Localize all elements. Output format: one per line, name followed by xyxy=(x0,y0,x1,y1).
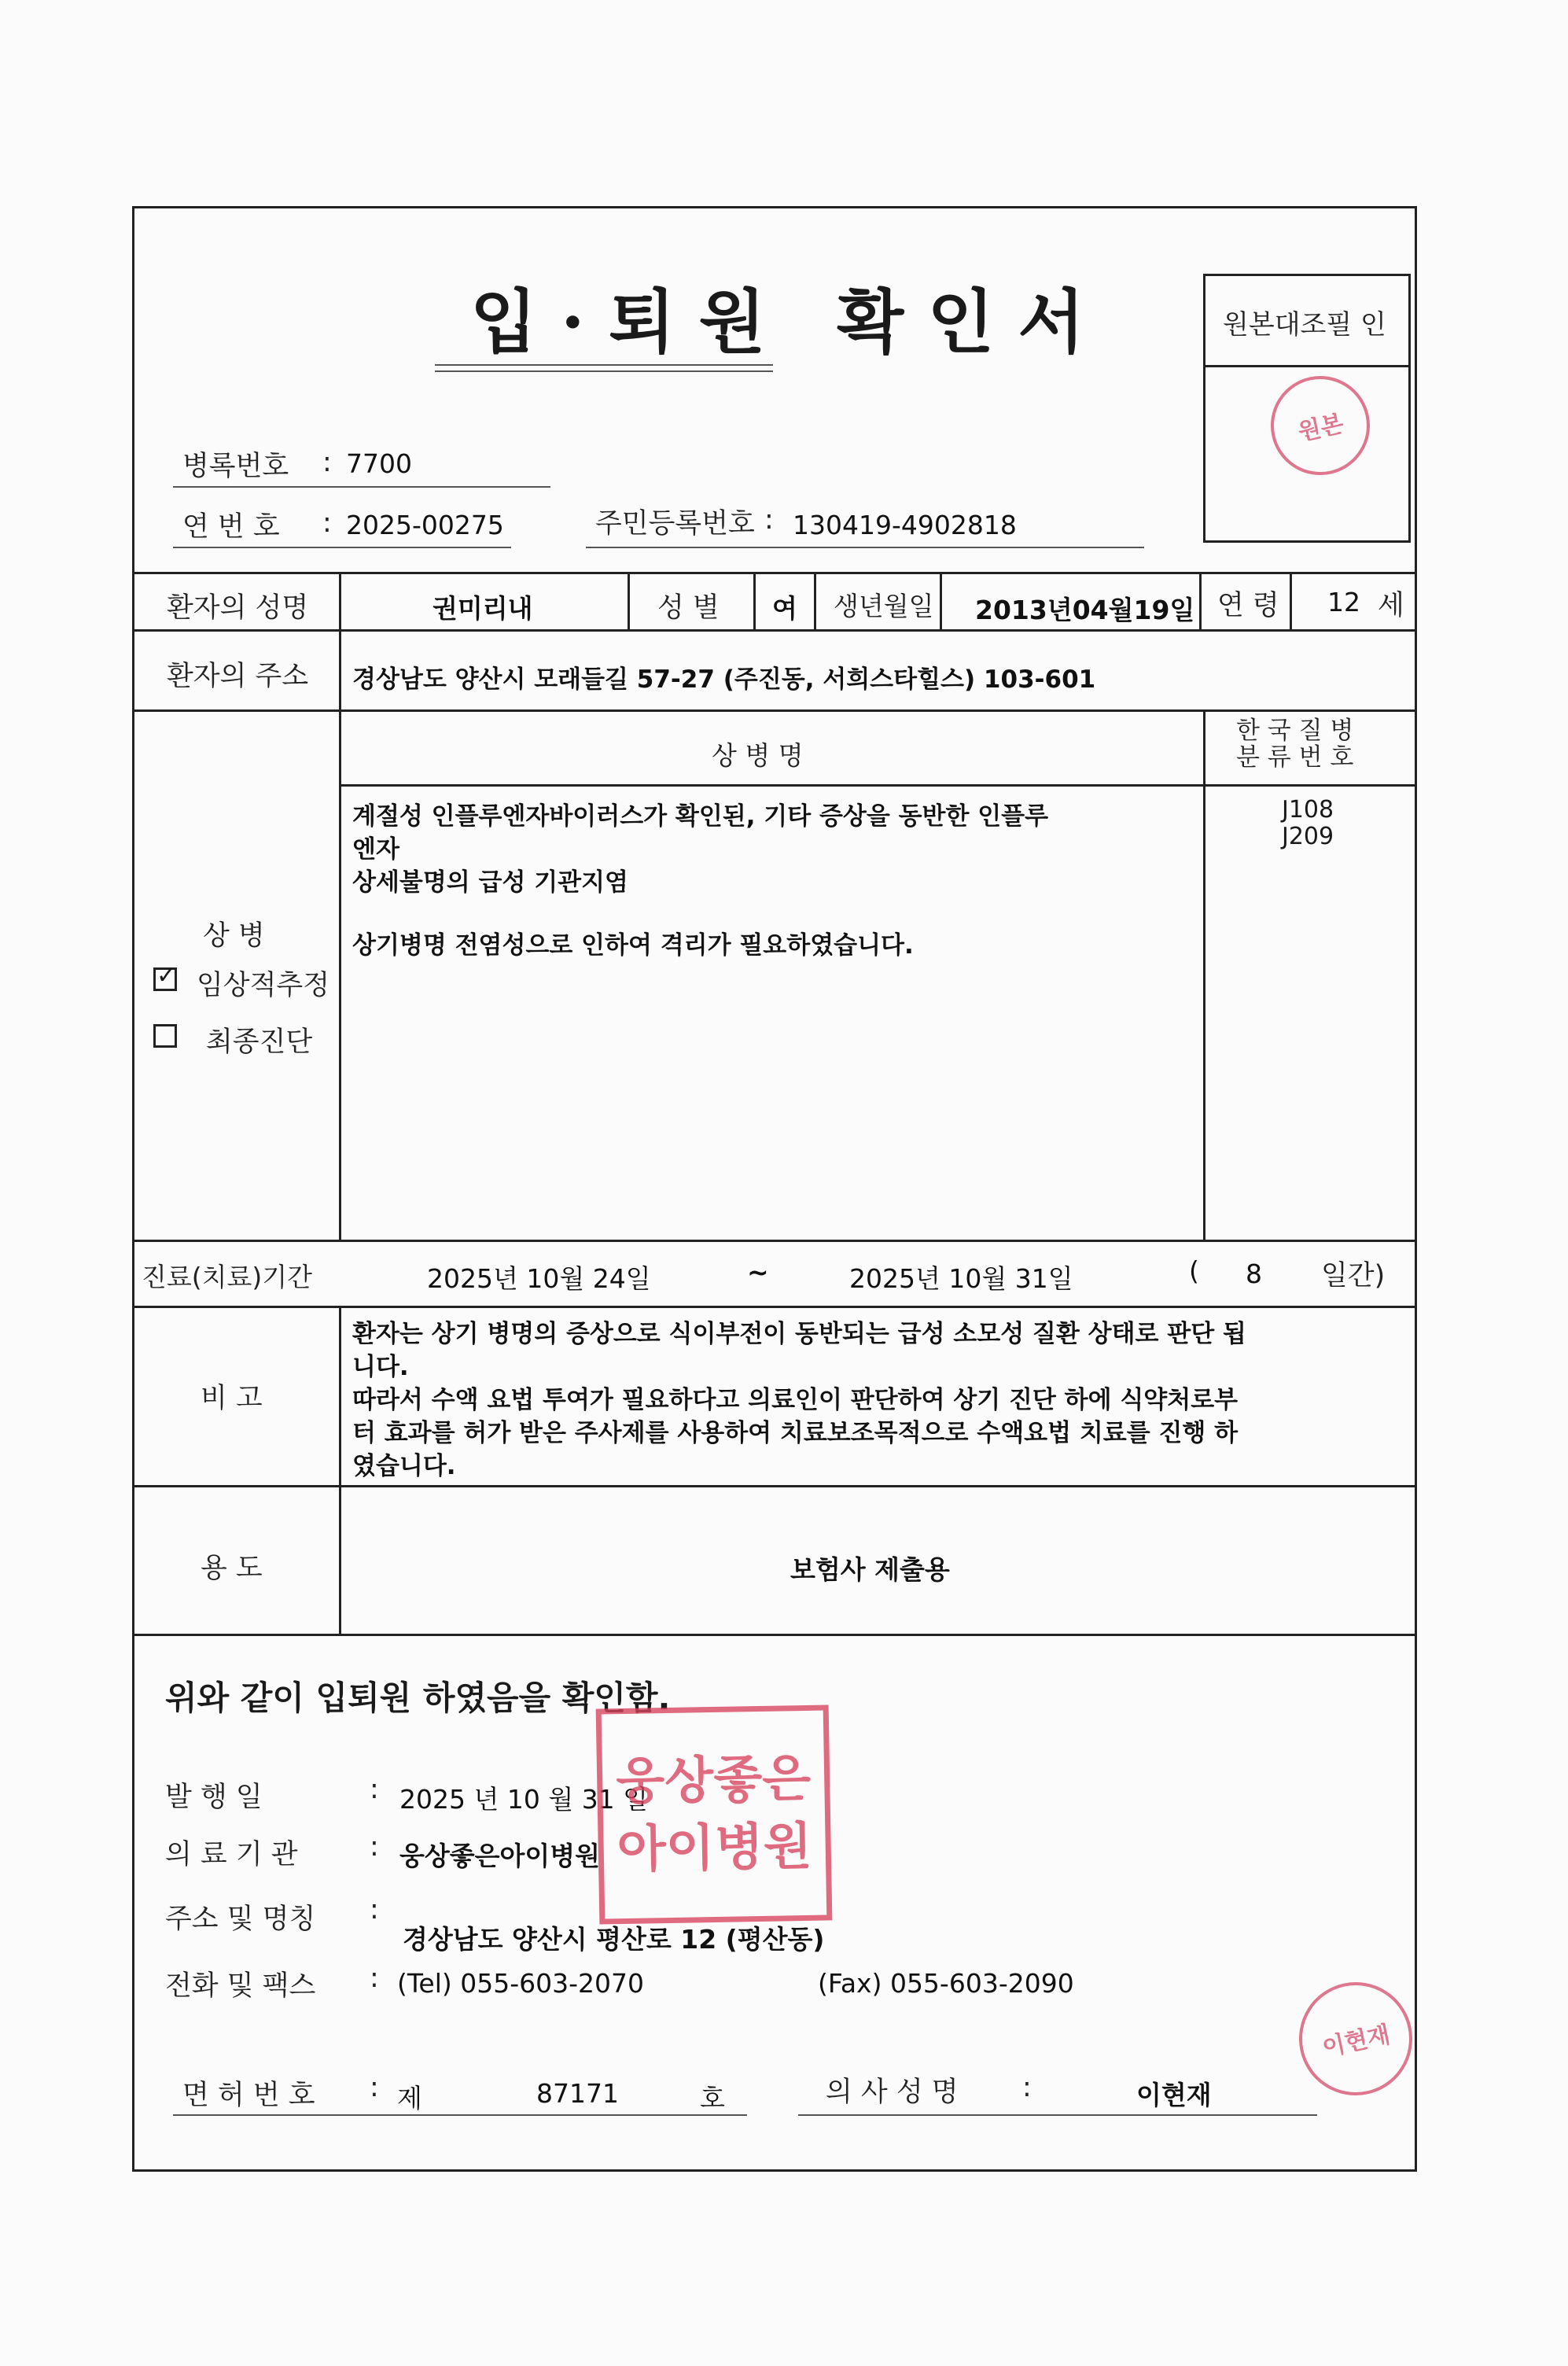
remarks-line: 터 효과를 허가 받은 주사제를 사용하여 치료보조목적으로 수액요법 치료를 진행 하 xyxy=(352,1419,1239,1447)
doctor-underline xyxy=(798,2114,1317,2116)
period-days-suffix: 일간) xyxy=(1321,1260,1386,1292)
patient-address-label: 환자의 주소 xyxy=(167,661,309,692)
dx-header-name: 상 병 명 xyxy=(712,740,804,771)
clinical-label: 임상적추정 xyxy=(197,970,330,1001)
phone-fax-label: 전화 및 팩스 xyxy=(165,1970,316,2002)
col-line-birth-label xyxy=(814,572,816,629)
chart-no-underline xyxy=(173,486,550,488)
row-line-dx-header xyxy=(340,784,1415,787)
title-underline xyxy=(435,370,773,372)
dx-header-code-line2: 분 류 번 호 xyxy=(1236,743,1354,772)
period-end: 2025년 10월 31일 xyxy=(849,1263,1073,1294)
row-line-period xyxy=(134,1240,1415,1242)
period-paren-open: ( xyxy=(1189,1255,1199,1286)
title-underline xyxy=(435,364,773,366)
remarks-line: 니다. xyxy=(352,1353,409,1381)
col-line-label-lower xyxy=(339,1306,341,1634)
serial-no-value: 2025-00275 xyxy=(346,510,504,540)
age-value: 12 xyxy=(1327,587,1360,617)
patient-name: 권미리내 xyxy=(432,593,533,624)
serial-no-label: 연 번 호 xyxy=(182,511,280,543)
institution-name: 웅상좋은아이병원 xyxy=(399,1841,601,1871)
birth-label: 생년월일 xyxy=(834,591,934,621)
remarks-line: 따라서 수액 요법 투여가 필요하다고 의료인이 판단하여 상기 진단 하에 식약처로부 xyxy=(352,1386,1239,1414)
chart-no-value: 7700 xyxy=(346,448,412,479)
license-colon: : xyxy=(370,2072,379,2103)
age-unit: 세 xyxy=(1378,590,1404,621)
license-underline xyxy=(173,2114,747,2116)
resident-no-label: 주민등록번호 xyxy=(595,508,755,540)
seal-char: 웅상 xyxy=(615,1751,714,1812)
doctor-name: 이현재 xyxy=(1136,2080,1212,2110)
final-checkbox[interactable] xyxy=(153,1024,177,1048)
doctor-label: 의 사 성 명 xyxy=(826,2077,959,2108)
kcd-code: J209 xyxy=(1282,823,1334,850)
period-start: 2025년 10월 24일 xyxy=(427,1263,651,1294)
col-line-age-label xyxy=(1199,572,1202,629)
dx-line-4: 상기병명 전염성으로 인하여 격리가 필요하였습니다. xyxy=(352,931,914,960)
row-line-name xyxy=(134,629,1415,632)
institution-colon: : xyxy=(370,1831,379,1863)
col-line-sex-label xyxy=(628,572,630,629)
kcd-code: J108 xyxy=(1282,796,1334,824)
dx-line-1: 계절성 인플루엔자바이러스가 확인된, 기타 증상을 동반한 인플루 xyxy=(352,802,1049,831)
chart-no-colon: : xyxy=(322,447,332,478)
seal-text: 원본 xyxy=(1295,410,1346,447)
serial-no-colon: : xyxy=(322,507,332,539)
usage-value: 보험사 제출용 xyxy=(790,1554,950,1585)
age-label: 연 령 xyxy=(1217,590,1279,621)
license-suffix: 호 xyxy=(700,2083,725,2114)
institution-label: 의 료 기 관 xyxy=(165,1839,298,1870)
license-number: 87171 xyxy=(536,2078,619,2109)
table-top-line xyxy=(134,572,1415,574)
resident-no-value: 130419-4902818 xyxy=(793,510,1017,540)
col-line-sex-value xyxy=(753,572,756,629)
col-line-label xyxy=(339,572,341,1240)
col-line-birth-value xyxy=(940,572,942,629)
dx-section-label: 상 병 xyxy=(203,920,265,952)
license-prefix: 제 xyxy=(397,2083,422,2114)
original-check-divider xyxy=(1203,365,1411,367)
seal-text: 이현재 xyxy=(1320,2021,1393,2062)
doctor-colon: : xyxy=(1022,2072,1032,2103)
hospital-seal xyxy=(596,1704,833,1924)
hospital-address: 경상남도 양산시 평산로 12 (평산동) xyxy=(403,1924,825,1955)
period-days: 8 xyxy=(1246,1259,1262,1289)
patient-address: 경상남도 양산시 모래들길 57-27 (주진동, 서희스타힐스) 103-601 xyxy=(352,665,1096,694)
clinical-checkbox[interactable] xyxy=(153,962,177,991)
seal-char: 아이 xyxy=(617,1819,716,1880)
hospital-address-colon: : xyxy=(370,1894,379,1926)
col-line-age-value xyxy=(1290,572,1292,629)
col-line-kcd xyxy=(1203,709,1205,1240)
row-line-usage xyxy=(134,1485,1415,1487)
row-line-confirm xyxy=(134,1634,1415,1636)
row-line-remarks xyxy=(134,1306,1415,1308)
remarks-label: 비 고 xyxy=(201,1383,263,1414)
seal-char: 병원 xyxy=(714,1816,813,1878)
period-label: 진료(치료)기간 xyxy=(142,1262,313,1292)
final-label: 최종진단 xyxy=(206,1026,313,1058)
issue-date: 2025 년 10 월 31 일 xyxy=(399,1784,649,1815)
birth-value: 2013년04월19일 xyxy=(975,595,1195,625)
issue-date-label: 발 행 일 xyxy=(165,1782,263,1813)
period-tilde: ~ xyxy=(747,1257,769,1288)
serial-no-underline xyxy=(173,547,511,548)
remarks-line: 환자는 상기 병명의 증상으로 식이부전이 동반되는 급성 소모성 질환 상태로 판단 됩 xyxy=(352,1320,1246,1348)
sex-value: 여 xyxy=(772,593,797,624)
seal-char: 좋은 xyxy=(712,1749,812,1810)
check-mark: ✓ xyxy=(156,962,177,990)
dx-line-3: 상세불명의 급성 기관지염 xyxy=(352,868,628,897)
remarks-line: 였습니다. xyxy=(352,1452,456,1480)
tel-number: (Tel) 055-603-2070 xyxy=(397,1968,645,1999)
dx-header-code-line1: 한 국 질 병 xyxy=(1236,717,1354,745)
chart-no-label: 병록번호 xyxy=(182,451,289,482)
usage-label: 용 도 xyxy=(201,1553,263,1584)
issue-date-colon: : xyxy=(370,1774,379,1805)
patient-name-label: 환자의 성명 xyxy=(167,592,309,624)
hospital-address-label: 주소 및 명칭 xyxy=(165,1903,316,1935)
phone-fax-colon: : xyxy=(370,1962,379,1994)
row-line-address xyxy=(134,709,1415,712)
resident-no-colon: : xyxy=(764,504,774,536)
fax-number: (Fax) 055-603-2090 xyxy=(818,1968,1074,1999)
resident-no-underline xyxy=(586,547,1144,548)
license-label: 면 허 번 호 xyxy=(182,2080,315,2111)
dx-line-2: 엔자 xyxy=(352,835,399,864)
page-title: 입·퇴원 확인서 xyxy=(470,281,1109,363)
original-check-label: 원본대조필 인 xyxy=(1223,309,1386,341)
confirm-statement: 위와 같이 입퇴원 하였음을 확인함. xyxy=(165,1679,671,1717)
sex-label: 성 별 xyxy=(657,592,720,624)
